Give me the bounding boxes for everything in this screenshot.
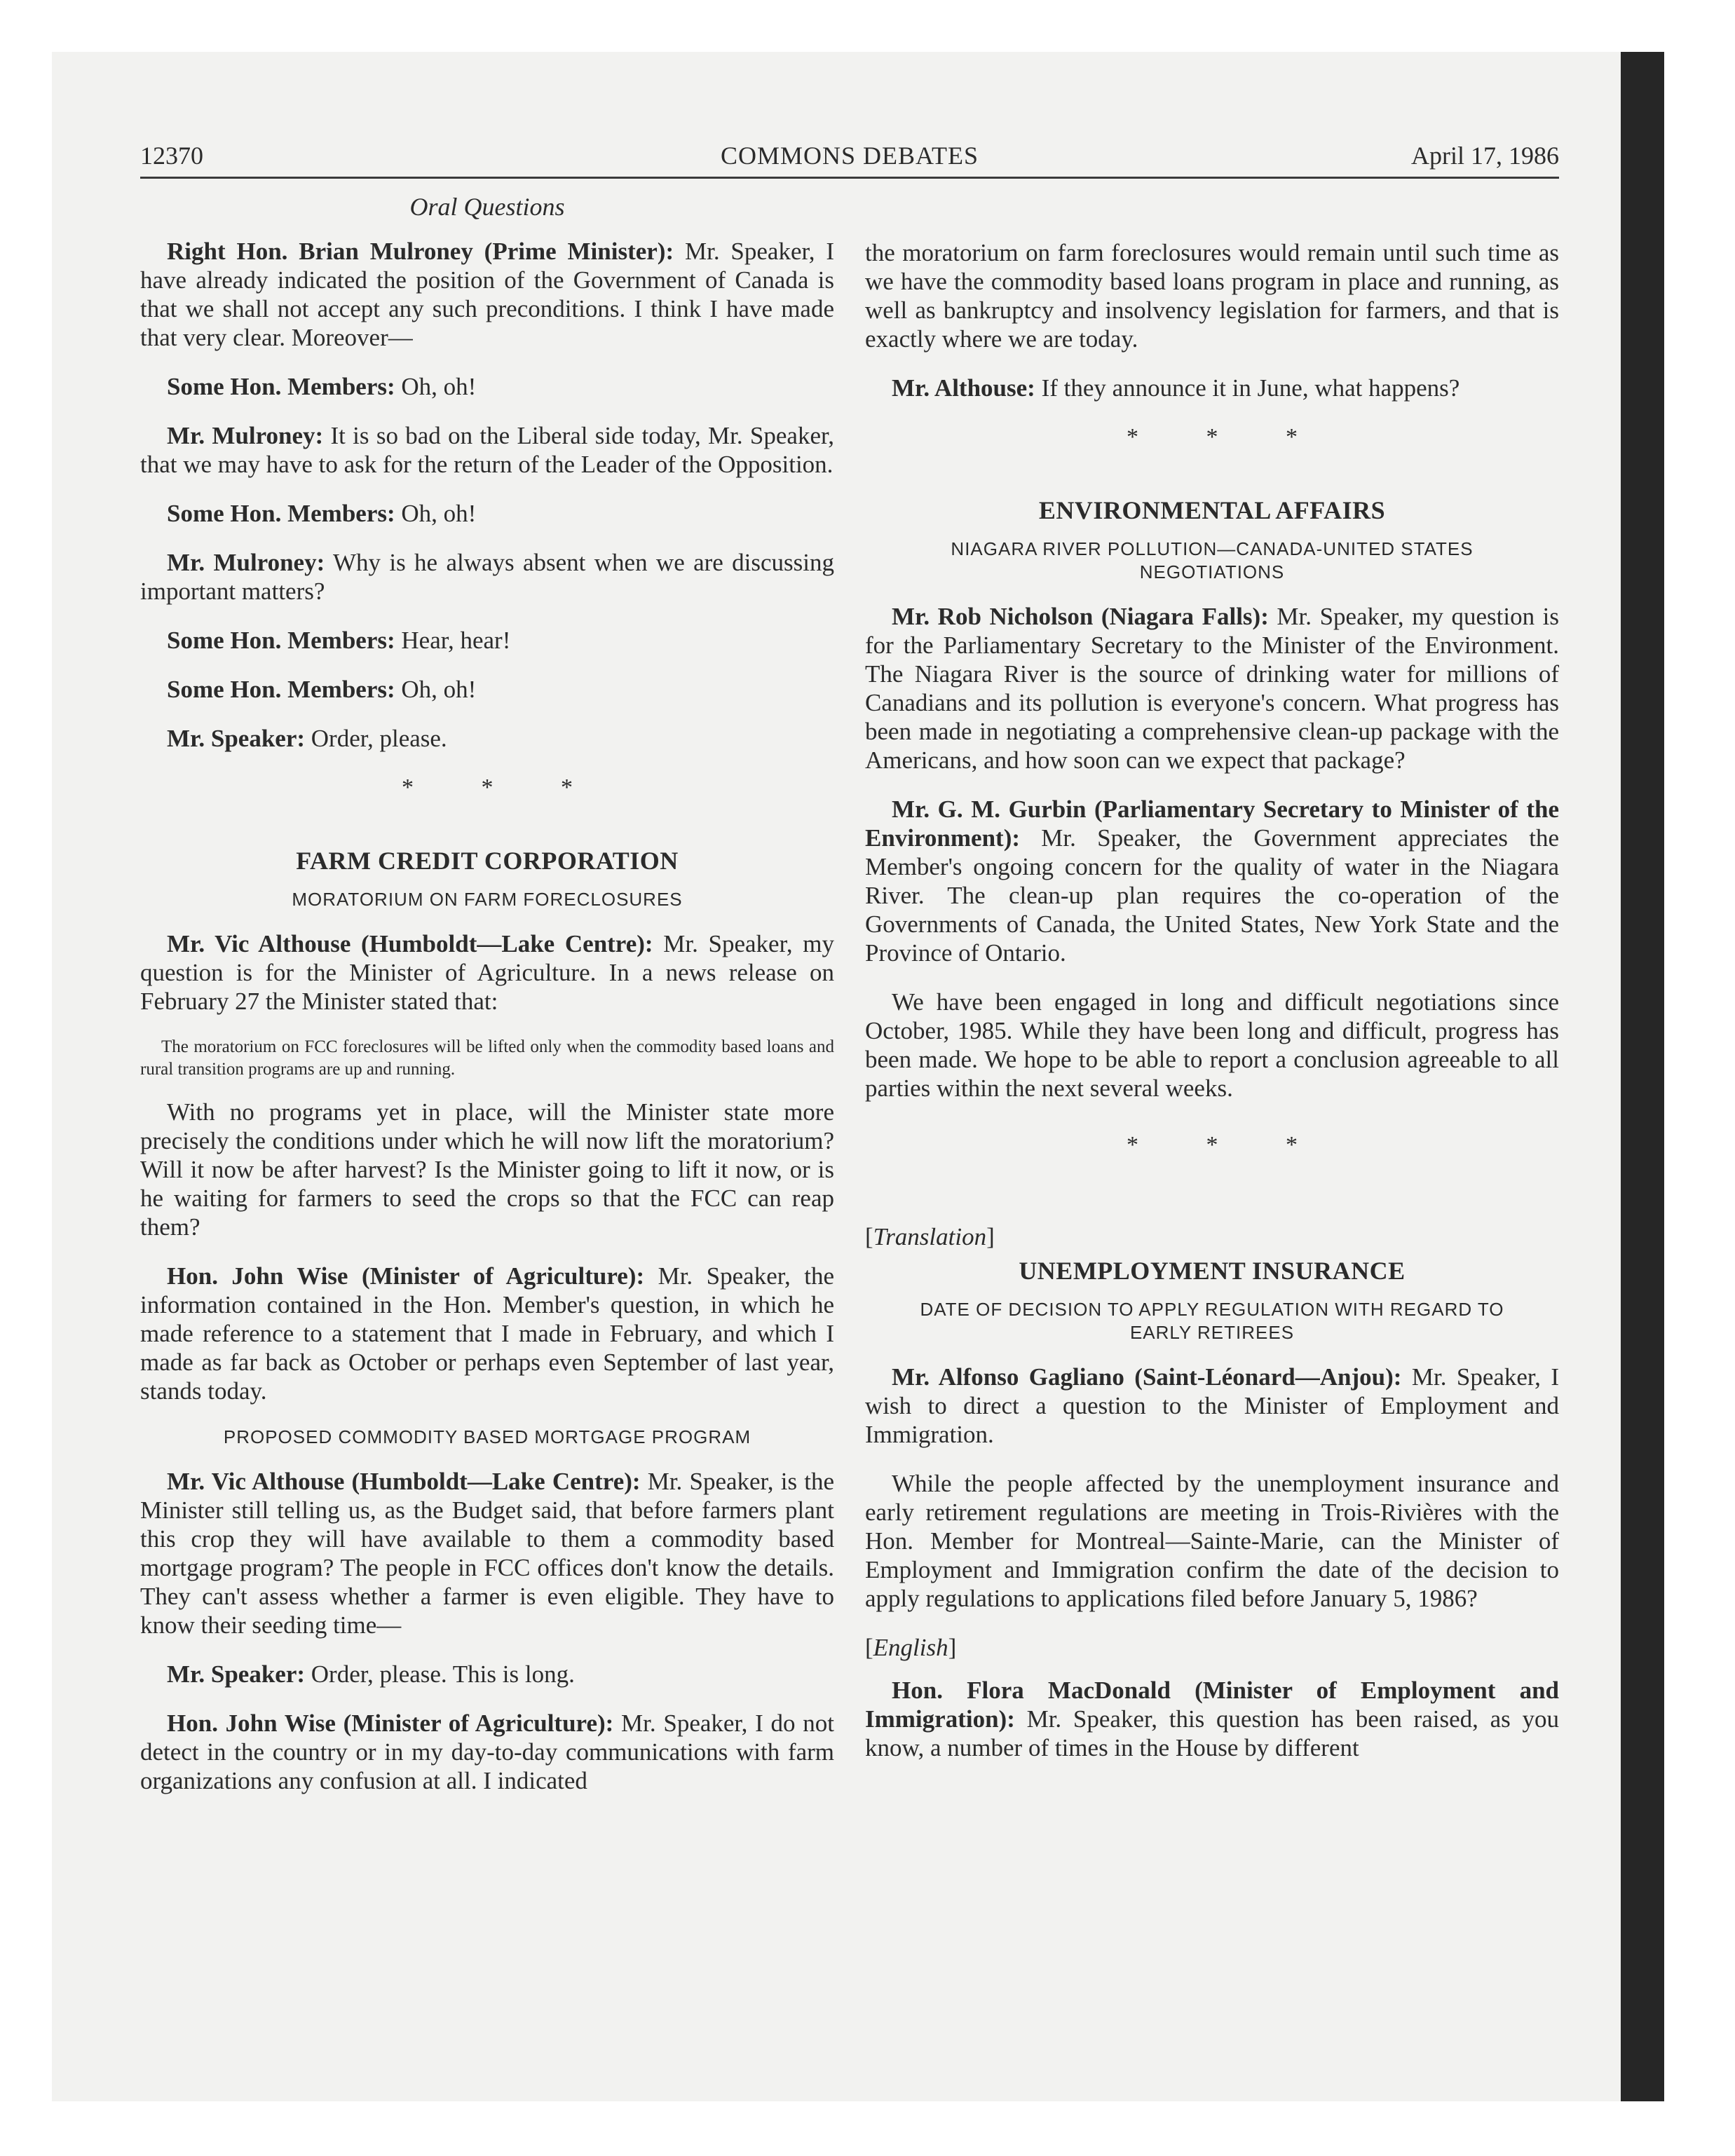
speech: If they announce it in June, what happens? [1035,374,1460,402]
speaker: Mr. Alfonso Gagliano (Saint-Léonard—Anjou): [892,1363,1402,1391]
section-divider: * * * [1127,424,1328,450]
paragraph [865,1676,1559,1762]
section-subheading: MORATORIUM ON FARM FORECLOSURES [292,889,683,910]
paragraph: While the people affected by the unemployment insurance and early retirement regulations are meeting in Trois-Rivières with the Hon. Member for Montreal—Sainte-Marie, can the Minister of Employment and Immigration confirm the date of the decision to apply regulations to applications filed before January 5, 1986? [865,1470,1559,1612]
speaker: Some Hon. Members: [167,627,395,654]
section-heading: ENVIRONMENTAL AFFAIRS [1038,496,1386,524]
language-tag: [Translation] [865,1223,995,1250]
speaker: Right Hon. Brian Mulroney (Prime Minister): [167,238,674,265]
speech: Mr. Speaker, the information contained in the Hon. Member's question, in which he made reference to a statement that I made in February, and which I made as far back as October or perhaps even September of last year, stands today. [140,1262,834,1405]
header-rule [140,177,1559,179]
speech: Mr. Speaker, this question has been raised, as you know, a number of times in the House by different [865,1705,1559,1761]
section-subheading: DATE OF DECISION TO APPLY REGULATION WITH REGARD TO EARLY RETIREES [920,1299,1504,1343]
left-column [140,193,834,1815]
language-tag: [English] [865,1634,957,1661]
speaker: Mr. Speaker: [167,725,306,752]
page-number: 12370 [140,142,203,170]
section-heading: UNEMPLOYMENT INSURANCE [1019,1257,1406,1285]
speech: Mr. Speaker, I wish to direct a question to the Minister of Employment and Immigration. [865,1363,1559,1448]
paragraph [140,626,834,655]
paragraph [140,548,834,606]
speaker: Mr. Mulroney: [167,422,324,449]
paragraph: We have been engaged in long and difficult negotiations since October, 1985. While they have been long and difficult, progress has been made. We hope to be able to report a conclusion agreeable to all parties within the next several weeks. [865,988,1559,1102]
paragraph [140,1467,834,1639]
speaker: Some Hon. Members: [167,500,395,527]
paragraph: With no programs yet in place, will the Minister state more precisely the conditions under which he will now lift the moratorium? Will it now be after harvest? Is the Minister going to lift it now, or is he waiting for farmers to seed the crops so that the FCC can reap them? [140,1098,834,1241]
paragraph [140,421,834,479]
section-subheading: NIAGARA RIVER POLLUTION—CANADA-UNITED STATES NEGOTIATIONS [951,538,1474,582]
publication-title: COMMONS DEBATES [720,142,979,170]
paragraph [140,499,834,528]
speech: Mr. Speaker, I have already indicated the position of the Government of Canada is that we shall not accept any such preconditions. I think I have made that very clear. Moreover— [140,238,835,351]
paragraph [140,724,834,753]
section-heading: FARM CREDIT CORPORATION [296,847,679,875]
paragraph [865,374,1559,402]
rubric-oral-questions: Oral Questions [409,193,565,221]
issue-date: April 17, 1986 [1411,142,1559,170]
paragraph [140,1709,834,1795]
speech: Why is he always absent when we are discussing important matters? [140,549,835,605]
speech: Order, please. This is long. [305,1660,575,1688]
paragraph [865,1363,1559,1449]
speaker: Mr. Mulroney: [167,549,325,576]
paragraph [140,675,834,704]
speech: Oh, oh! [395,676,477,703]
speaker: Hon. John Wise (Minister of Agriculture): [167,1262,645,1290]
language-tag-text: English [873,1634,948,1661]
section-divider: * * * [402,775,604,800]
language-tag-text: Translation [873,1223,987,1250]
speech: Mr. Speaker, is the Minister still telling us, as the Budget said, that before farmers plant this crop they will have available to them a commodity based mortgage program? The people in FCC offices don't know the details. They can't assess whether a farmer is even eligible. They have to know their seeding time— [140,1468,834,1639]
speaker: Mr. Althouse: [892,374,1035,402]
speech: Oh, oh! [395,373,477,400]
paragraph [140,929,834,1016]
speaker: Some Hon. Members: [167,373,395,400]
paragraph [140,372,834,401]
right-column [865,238,1559,1782]
speech: Oh, oh! [395,500,477,527]
paragraph: the moratorium on farm foreclosures would remain until such time as we have the commodity based loans program in place and running, as well as bankruptcy and insolvency legislation for farmers, and that is exactly where we are today. [865,239,1559,353]
speaker: Mr. Rob Nicholson (Niagara Falls): [892,603,1269,630]
binding-edge [1621,52,1664,2101]
speech: Order, please. [305,725,447,752]
section-subheading: PROPOSED COMMODITY BASED MORTGAGE PROGRAM [223,1426,751,1447]
speaker: Hon. John Wise (Minister of Agriculture): [167,1710,614,1737]
speaker: Hon. Flora MacDonald (Minister of Employment and Immigration): [865,1677,1559,1733]
paragraph [865,795,1559,967]
paragraph [140,237,834,352]
speaker: Some Hon. Members: [167,676,395,703]
speaker: Mr. G. M. Gurbin (Parliamentary Secretary to Minister of the Environment): [865,796,1559,852]
speech: Mr. Speaker, the Government appreciates the Member's ongoing concern for the quality of water in the Niagara River. The clean-up plan requires the co-operation of the Governments of Canada, the United States, New York State and the Province of Ontario. [865,824,1559,967]
speaker: Mr. Speaker: [167,1660,306,1688]
speech: Mr. Speaker, I do not detect in the country or in my day-to-day communications with farm organizations any confusion at all. I indicated [140,1710,834,1794]
speech: Hear, hear! [395,627,511,654]
paragraph [865,602,1559,775]
speech: Mr. Speaker, my question is for the Minister of Agriculture. In a news release on February 27 the Minister stated that: [140,930,834,1015]
paragraph [140,1262,834,1405]
speaker: Mr. Vic Althouse (Humboldt—Lake Centre): [167,1468,641,1495]
paragraph [140,1660,834,1688]
section-divider: * * * [1127,1132,1328,1158]
speech: It is so bad on the Liberal side today, Mr. Speaker, that we may have to ask for the return of the Leader of the Opposition. [140,422,834,478]
block-quote: The moratorium on FCC foreclosures will be lifted only when the commodity based loans and rural transition programs are up and running. [140,1037,834,1079]
speaker: Mr. Vic Althouse (Humboldt—Lake Centre): [167,930,653,957]
speech: Mr. Speaker, my question is for the Parliamentary Secretary to the Minister of the Environment. The Niagara River is the source of drinking water for millions of Canadians and its pollution is everyone's concern. What progress has been made in negotiating a comprehensive clean-up package with the Americans, and how soon can we expect that package? [865,603,1560,774]
